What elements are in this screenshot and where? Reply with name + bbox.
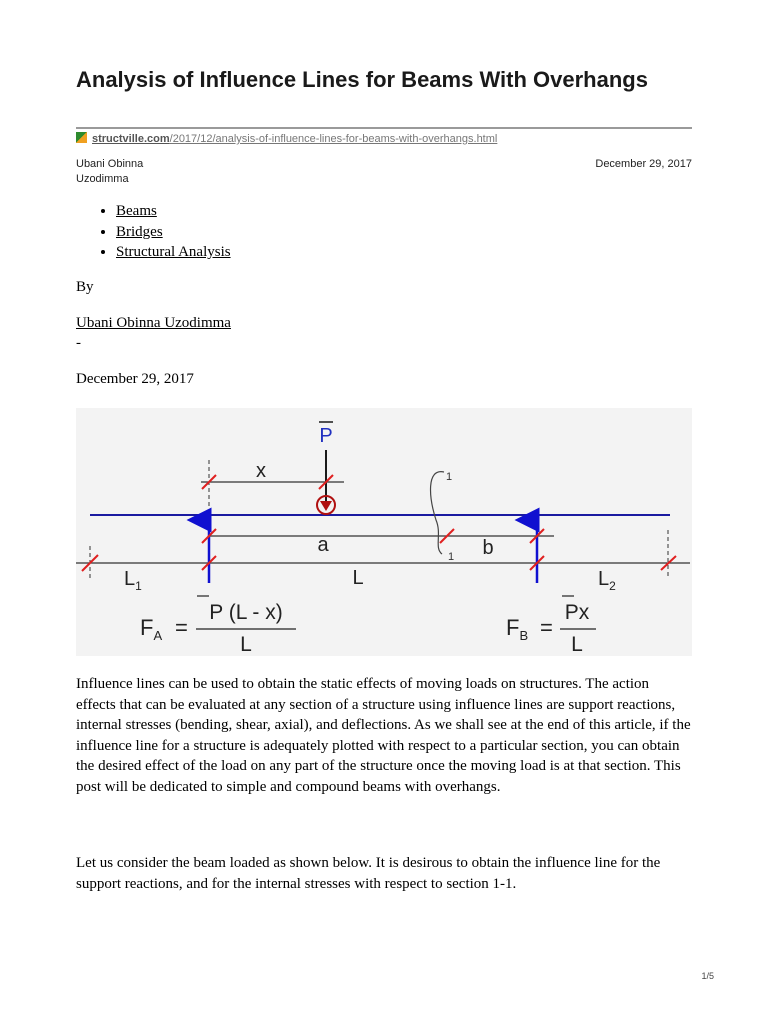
dimension-ticks bbox=[82, 475, 676, 571]
body-paragraph-consider: Let us consider the beam loaded as shown below. It is desirous to obtain the influence line for the support reactions, and for the internal stresses with respect to section 1-1. bbox=[76, 855, 661, 892]
section-mark-bottom: 1 bbox=[448, 551, 455, 563]
load-label: P bbox=[319, 425, 333, 447]
beam-diagram bbox=[76, 408, 692, 656]
l1-label: $L_1$ bbox=[124, 568, 142, 593]
source-path[interactable]: /2017/12/analysis-of-influence-lines-for-beams-with-overhangs.html bbox=[169, 133, 498, 145]
body-paragraph-intro: Influence lines can be used to obtain the static effects of moving loads on structures. The action effects that can be evaluated at any section of a structure using influence lines are support reactions, internal stresses (bending, shear, axial), and deflections. As we shall see at the end of this article, if the influence line for a structure is adequately plotted with respect to a particular section, you can obtain the desired effect of the load on any part of the structure once the moving load is at that section. This post will be dedicated to simple and compound beams with overhangs. bbox=[76, 676, 691, 795]
tag-link-beams[interactable]: Beams bbox=[116, 203, 157, 219]
fa-denominator: L bbox=[240, 633, 252, 656]
list-item bbox=[116, 242, 231, 263]
fa-equals: = bbox=[175, 615, 188, 640]
byline-separator: - bbox=[76, 335, 81, 351]
fb-denominator: L bbox=[571, 633, 583, 656]
source-link[interactable] bbox=[76, 132, 497, 146]
fb-numerator: Px bbox=[564, 601, 590, 624]
x-label: x bbox=[256, 460, 266, 482]
tag-link-structural-analysis[interactable]: Structural Analysis bbox=[116, 244, 231, 260]
page-title: Analysis of Influence Lines for Beams With Overhangs bbox=[76, 67, 648, 92]
by-label: By bbox=[76, 279, 94, 295]
tag-link-bridges[interactable]: Bridges bbox=[116, 223, 163, 240]
l-label: L bbox=[352, 567, 364, 589]
author-link[interactable]: Ubani Obinna Uzodimma bbox=[76, 315, 231, 331]
page-number: 1/5 bbox=[701, 971, 714, 981]
list-item bbox=[116, 222, 231, 243]
list-item bbox=[116, 201, 231, 222]
load-arrowhead-icon bbox=[320, 501, 332, 511]
section-mark-top: 1 bbox=[446, 471, 453, 483]
a-label: a bbox=[317, 534, 329, 556]
meta-date: December 29, 2017 bbox=[595, 158, 692, 170]
site-favicon-icon bbox=[76, 132, 87, 143]
title-divider bbox=[76, 127, 692, 129]
b-label: b bbox=[482, 537, 494, 559]
meta-author: Ubani Obinna Uzodimma bbox=[76, 158, 144, 185]
source-domain[interactable]: structville.com bbox=[92, 133, 170, 145]
fb-equals: = bbox=[540, 615, 553, 640]
l2-label: $L_2$ bbox=[598, 568, 616, 593]
fa-lhs: $F_A$ bbox=[140, 615, 163, 643]
tag-list bbox=[96, 201, 231, 263]
fb-lhs: $F_B$ bbox=[506, 615, 529, 643]
post-date: December 29, 2017 bbox=[76, 371, 194, 387]
fa-numerator: P (L - x) bbox=[209, 601, 283, 624]
